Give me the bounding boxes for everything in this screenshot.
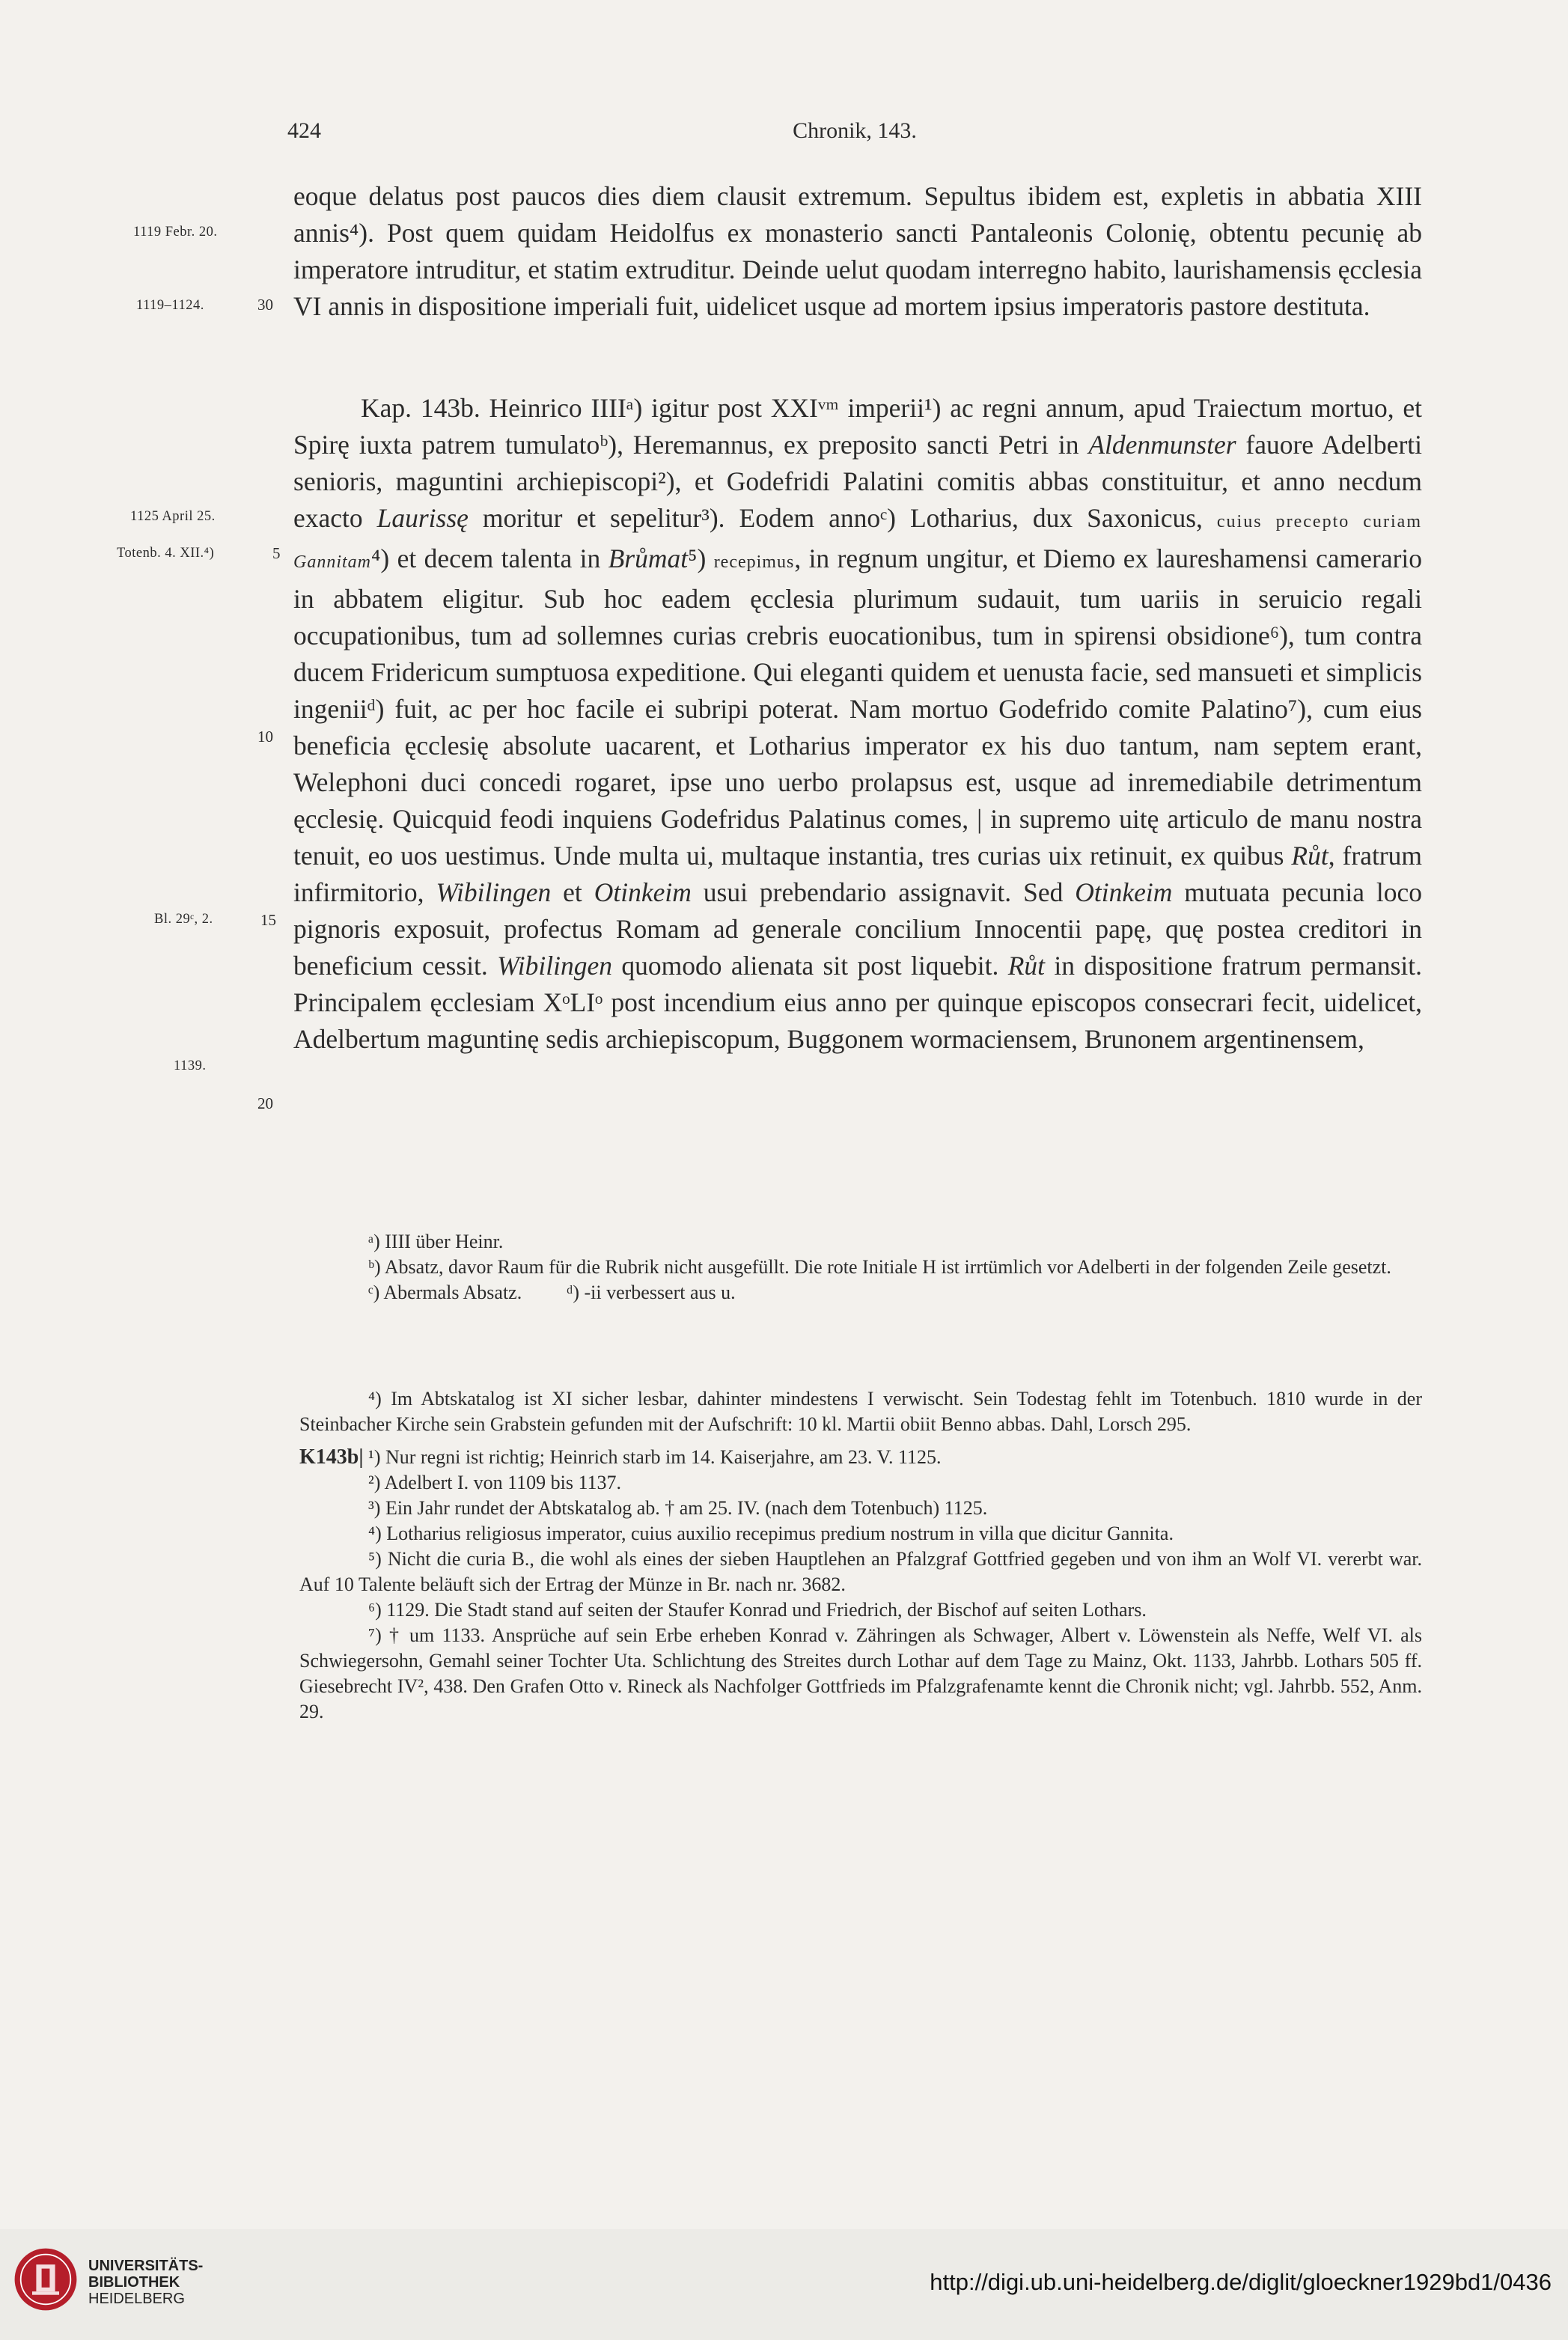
footnote-2: ²) Adelbert I. von 1109 bis 1137. [368,1472,622,1493]
place-otinkeim: Otinkeim [594,877,692,907]
margin-date: 1119–1124. [136,298,204,313]
main-text-kap-143b [293,390,1422,1058]
paragraph-1: eoque delatus post paucos dies diem clausit extremum. Sepultus ibidem est, expletis in abbatia XIII annis⁴). Post quem quidam Heidolfus ex monasterio sancti Pantaleonis Colonię, obtentu pecunię ab imperatore intruditur, et statim extruditur. Deinde uelut quodam interregno habito, laurishamensis ęcclesia VI annis in dispositione imperiali fuit, uidelicet usque ad mortem ipsius imperatoris pastore destituta. [293,181,1422,321]
place-gannitam: Gannitam [293,552,371,572]
footnote-1: K143b| ¹) Nur regni ist richtig; Heinrich starb im 14. Kaiserjahre, am 23. V. 1125. [299,1445,942,1469]
interpolation-recepimus: recepimus [713,552,795,572]
footnote-3: ³) Ein Jahr rundet der Abtskatalog ab. † am 25. IV. (nach dem Totenbuch) 1125. [368,1497,988,1519]
footnote-5: ⁵) Nicht die curia B., die wohl als eines der sieben Hauptlehen an Pfalzgraf Gottfried gegeben und von ihm an Wolf VI. vererbt war. Auf 10 Talente beläuft sich der Ertrag der Münze in Br. nach nr. 3682. [299,1548,1422,1595]
margin-date: 1125 April 25. [130,509,216,524]
main-text [293,178,1422,325]
footnotes [299,1386,1422,1725]
line-number: 30 [257,296,273,314]
place-wibilingen: Wibilingen [497,951,612,981]
margin-date: 1139. [174,1058,207,1073]
place-laurisse: Laurissę [376,503,469,533]
apparatus-note-b: ᵇ) Absatz, davor Raum für die Rubrik nicht ausgefüllt. Die rote Initiale H ist irrtümlich vor Adelberti in der folgenden Zeile gesetzt. [368,1256,1391,1278]
line-number: 10 [257,728,273,746]
footnote-7: ⁷) † um 1133. Ansprüche auf sein Erbe erheben Konrad v. Zähringen als Schwager, Albert v. Löwenstein als Neffe, Welf VI. als Schwiegersohn, Gemahl seiner Tochter Uta. Schlichtung des Streites durch Lothar auf dem Tage zu Mainz, Okt. 1133, Jahrbb. Lothars 505 ff. Giesebrecht IV², 438. Den Grafen Otto v. Rineck als Nachfolger Gottfrieds im Pfalzgrafenamte kennt die Chronik nicht; vgl. Jahrbb. 552, Anm. 29. [299,1624,1422,1722]
line-number: 20 [257,1094,273,1112]
footer-bar [0,2229,1568,2340]
university-seal-icon[interactable] [12,2246,79,2313]
margin-reference: Totenb. 4. XII.⁴) [117,546,215,561]
footnote-6: ⁶) 1129. Die Stadt stand auf seiten der Staufer Konrad und Friedrich, der Bischof auf seiten Lothars. [368,1599,1147,1621]
running-title: Chronik, 143. [793,118,917,143]
chapter-label: K143b| [299,1445,364,1469]
place-rut: Růt [1007,951,1046,981]
line-number: 15 [260,911,276,929]
interpolation-cuius: cuius precepto curiam [1216,512,1422,531]
place-wibilingen: Wibilingen [436,877,552,907]
source-url-link[interactable]: http://digi.ub.uni-heidelberg.de/diglit/gloeckner1929bd1/0436 [930,2269,1552,2295]
page-number: 424 [287,118,321,143]
place-brumat: Brůmat [608,543,689,573]
footnote-4: ⁴) Lotharius religiosus imperator, cuius auxilio recepimus predium nostrum in villa que dicitur Gannita. [368,1523,1174,1544]
apparatus-note-a: ᵃ) IIII über Heinr. [368,1231,504,1252]
margin-folio: Bl. 29ᶜ, 2. [154,912,213,927]
line-number: 5 [272,544,281,562]
critical-apparatus [299,1229,1422,1305]
place-otinkeim: Otinkeim [1075,877,1173,907]
margin-date: 1119 Febr. 20. [133,225,218,240]
place-rut: Růt [1291,841,1328,871]
apparatus-notes-c-d: ᶜ) Abermals Absatz. ᵈ) -ii verbessert aus u. [368,1282,736,1303]
library-name: UNIVERSITÄTS- BIBLIOTHEK HEIDELBERG [88,2258,204,2307]
place-aldenmunster: Aldenmunster [1088,430,1236,460]
paragraph-2: Kap. 143b. Heinrico IIIIᵃ) igitur post XXIᵛᵐ imperii¹) ac regni annum, apud Traiectum mortuo, et Spirę iuxta patrem tumulatoᵇ), Heremannus, ex preposito sancti Petri in Aldenmunster fauore Adelberti senioris, maguntini archiepiscopi²), et Godefridi Palatini comitis abbas constituitur, et anno necdum exacto Laurissę moritur et sepelitur³). Eodem annoᶜ) Lotharius, dux Saxonicus, cuius precepto curiam Gannitam⁴) et decem talenta in Brůmat⁵) recepimus, in regnum ungitur, et Diemo ex laureshamensi camerario in abbatem eligitur. Sub hoc eadem ęcclesia plurimum sudauit, tum uariis in seruicio regali occupationibus, tum ad sollemnes curias crebris euocationibus, tum in spirensi obsidione⁶), tum contra ducem Fridericum sumptuosa expeditione. Qui eleganti quidem et uenusta facie, sed mansueti et simplicis ingeniiᵈ) fuit, ac per hoc facile ei subripi poterat. Nam mortuo Godefrido comite Palatino⁷), cum eius beneficia ęcclesię absolute uacarent, et Lotharius imperator ex his duo tantum, nam septem erant, Welephoni duci concedi rogaret, ipse uno uerbo prolapsus est, usque ad inremediabile detrimentum ęcclesię. Quicquid feodi inquiens Godefridus Palatinus comes, | in supremo uitę articulo de manu nostra tenuit, eo uos uestimus. Unde multa ui, multaque instantia, tres curias uix retinuit, ex quibus Růt, fratrum infirmitorio, Wibilingen et Otinkeim usui prebendario assignavit. Sed Otinkeim mutuata pecunia loco pignoris exposuit, profectus Romam ad generale concilium Innocentii papę, quę postea creditori in beneficium cessit. Wibilingen quomodo alienata sit post liquebit. Růt in dispositione fratrum permansit. Principalem ęcclesiam XᵒLIᵒ post incendium eius anno per quinque episcopos consecrari fecit, uidelicet, Adelbertum maguntinę sedis archiepiscopum, Buggonem wormaciensem, Brunonem argentinensem, [293,393,1423,1054]
footnote-4-previous: ⁴) Im Abtskatalog ist XI sicher lesbar, dahinter mindestens I verwischt. Sein Todestag fehlt im Totenbuch. 1810 wurde in der Steinbacher Kirche sein Grabstein gefunden mit der Aufschrift: 10 kl. Martii obiit Benno abbas. Dahl, Lorsch 295. [299,1388,1422,1435]
